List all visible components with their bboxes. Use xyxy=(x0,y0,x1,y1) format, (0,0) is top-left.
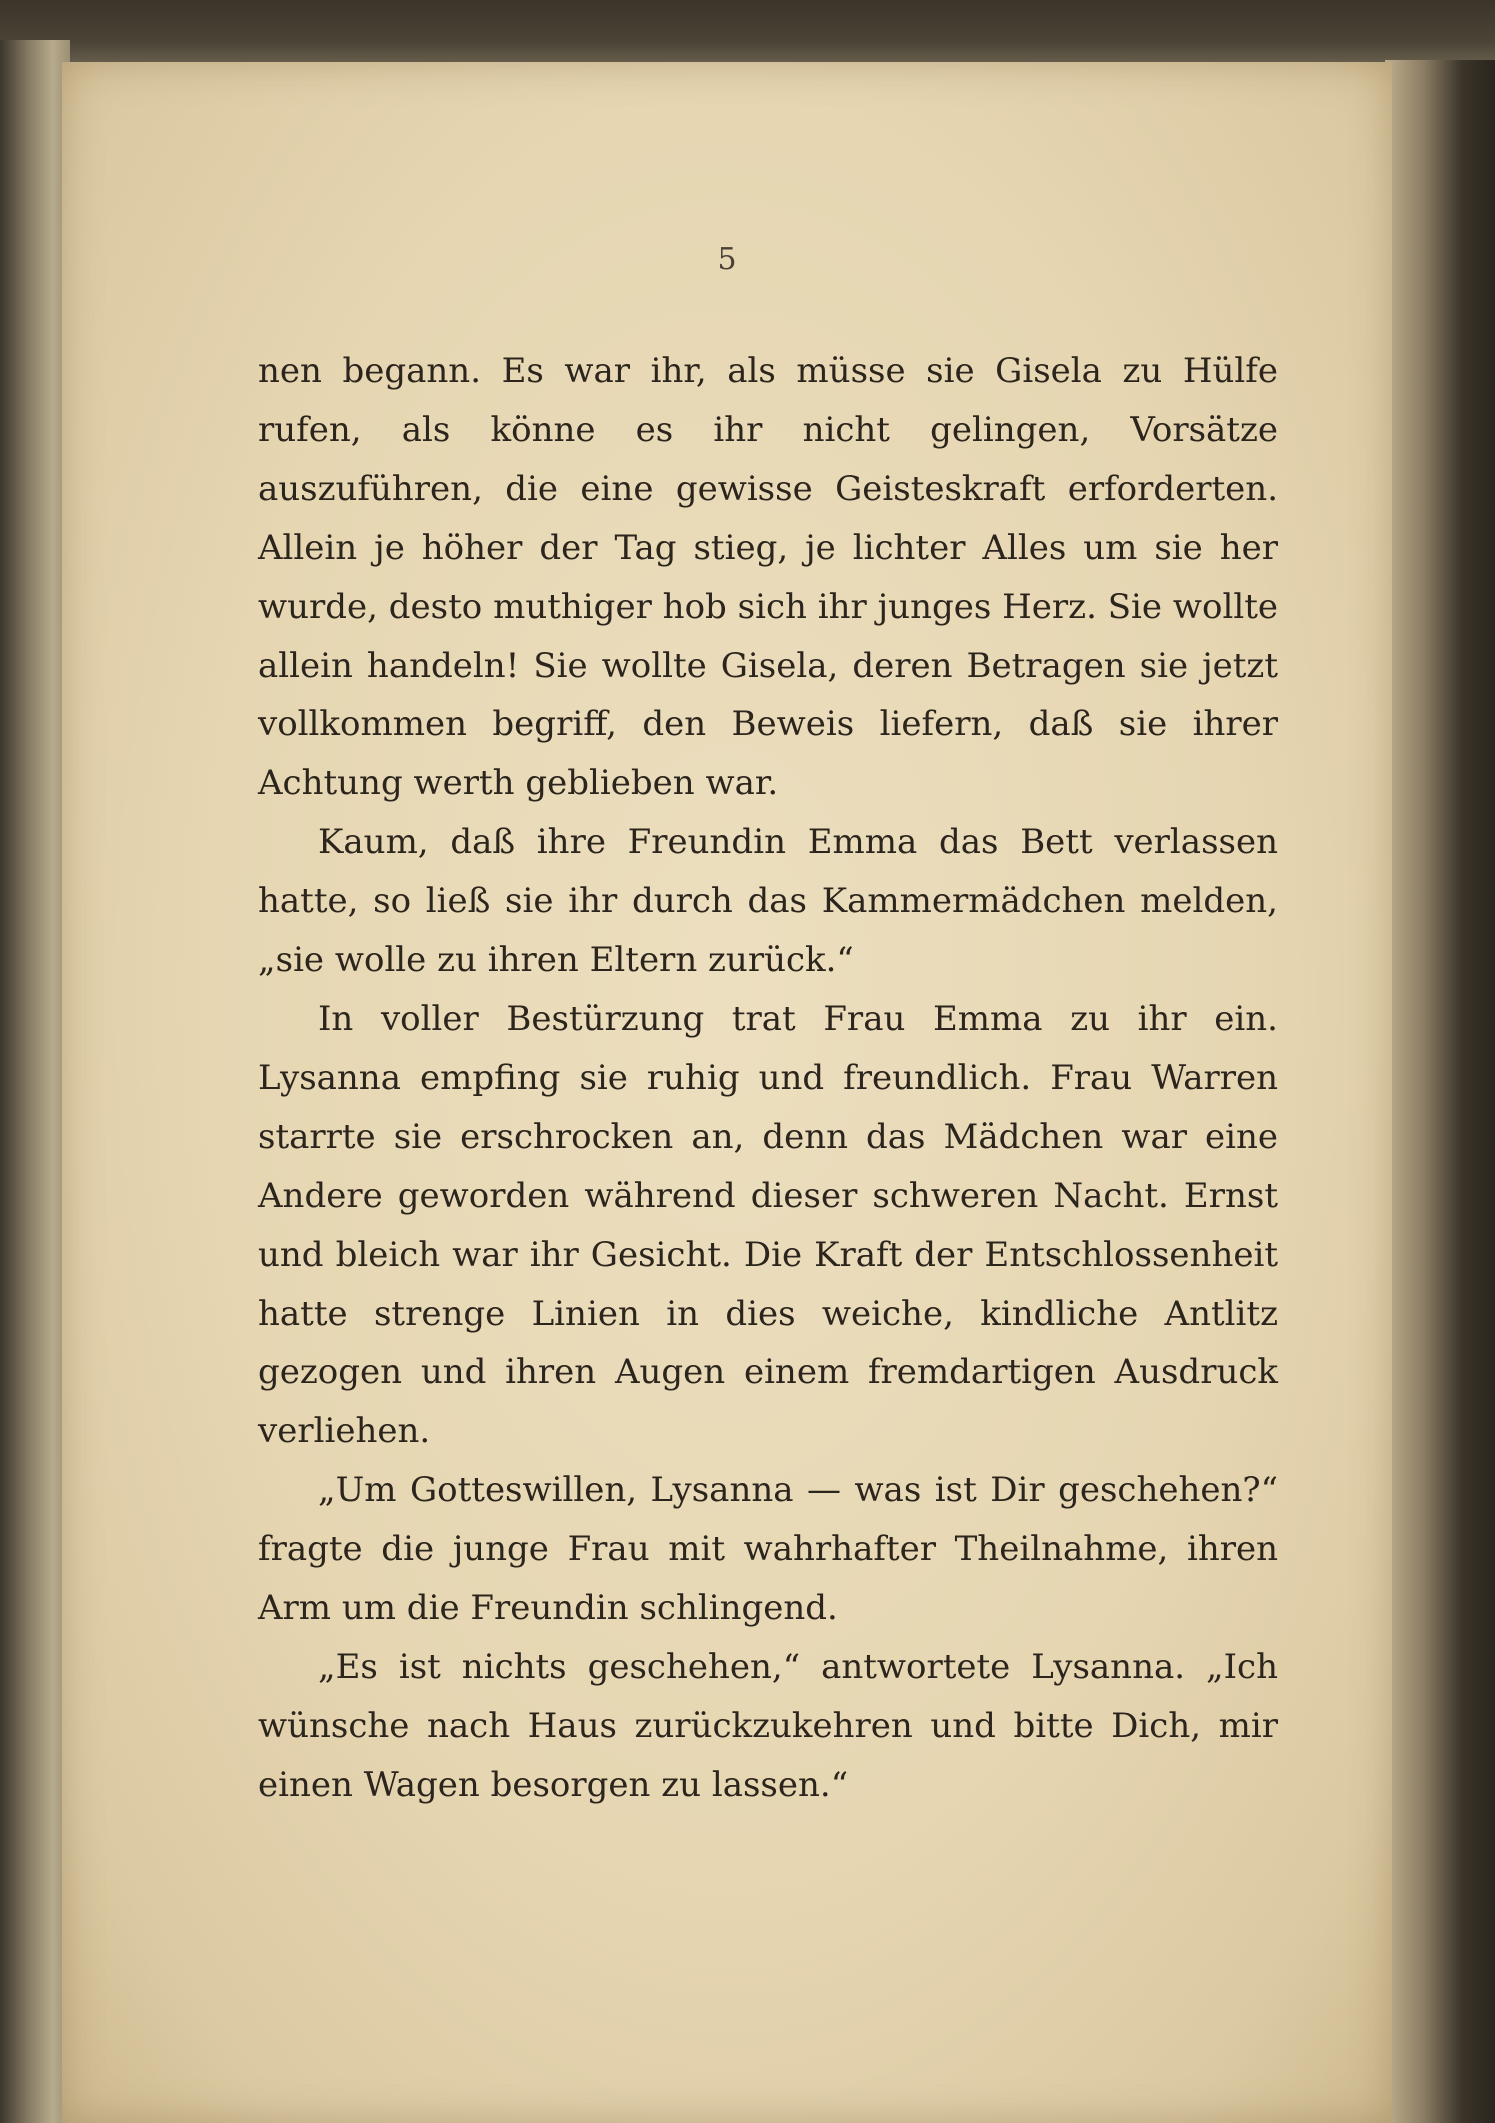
paragraph-4: „Um Gotteswillen, Lysanna — was ist Dir geschehen?“ fragte die junge Frau mit wahrhafter Theilnahme, ihren Arm um die Freundin schlingend. xyxy=(258,1470,1278,1629)
paragraph-3: In voller Bestürzung trat Frau Emma zu ihr ein. Lysanna empfing sie ruhig und freundlich. Frau Warren starrte sie erschrocken an, denn das Mädchen war eine Andere geworden während dieser schweren Nacht. Ernst und bleich war ihr Gesicht. Die Kraft der Entschlossenheit hatte strenge Linien in dies weiche, kindliche Antlitz gezogen und ihren Augen einem fremdartigen Ausdruck verliehen. xyxy=(258,998,1278,1452)
page-number: 5 xyxy=(717,242,737,277)
paragraph-5: „Es ist nichts geschehen,“ antwortete Lysanna. „Ich wünsche nach Haus zurückzukehren und bitte Dich, mir einen Wagen besorgen zu lassen.“ xyxy=(258,1646,1278,1805)
paragraph-1: nen begann. Es war ihr, als müsse sie Gisela zu Hülfe rufen, als könne es ihr nicht gelingen, Vorsätze auszuführen, die eine gewisse Geisteskraft erforderten. Allein je höher der Tag stieg, je lichter Alles um sie her wurde, desto muthiger hob sich ihr junges Herz. Sie wollte allein handeln! Sie wollte Gisela, deren Betragen sie jetzt vollkommen begriff, den Beweis liefern, daß sie ihrer Achtung werth geblieben war. xyxy=(258,351,1278,804)
right-page-edge xyxy=(1385,60,1495,2123)
paragraph-2: Kaum, daß ihre Freundin Emma das Bett verlassen hatte, so ließ sie ihr durch das Kammermädchen melden, „sie wolle zu ihren Eltern zurück.“ xyxy=(258,822,1278,981)
left-page-edge xyxy=(0,40,70,2123)
body-text xyxy=(258,342,1278,1815)
page-sheet xyxy=(62,62,1392,2123)
book-spine-top xyxy=(0,0,1495,70)
